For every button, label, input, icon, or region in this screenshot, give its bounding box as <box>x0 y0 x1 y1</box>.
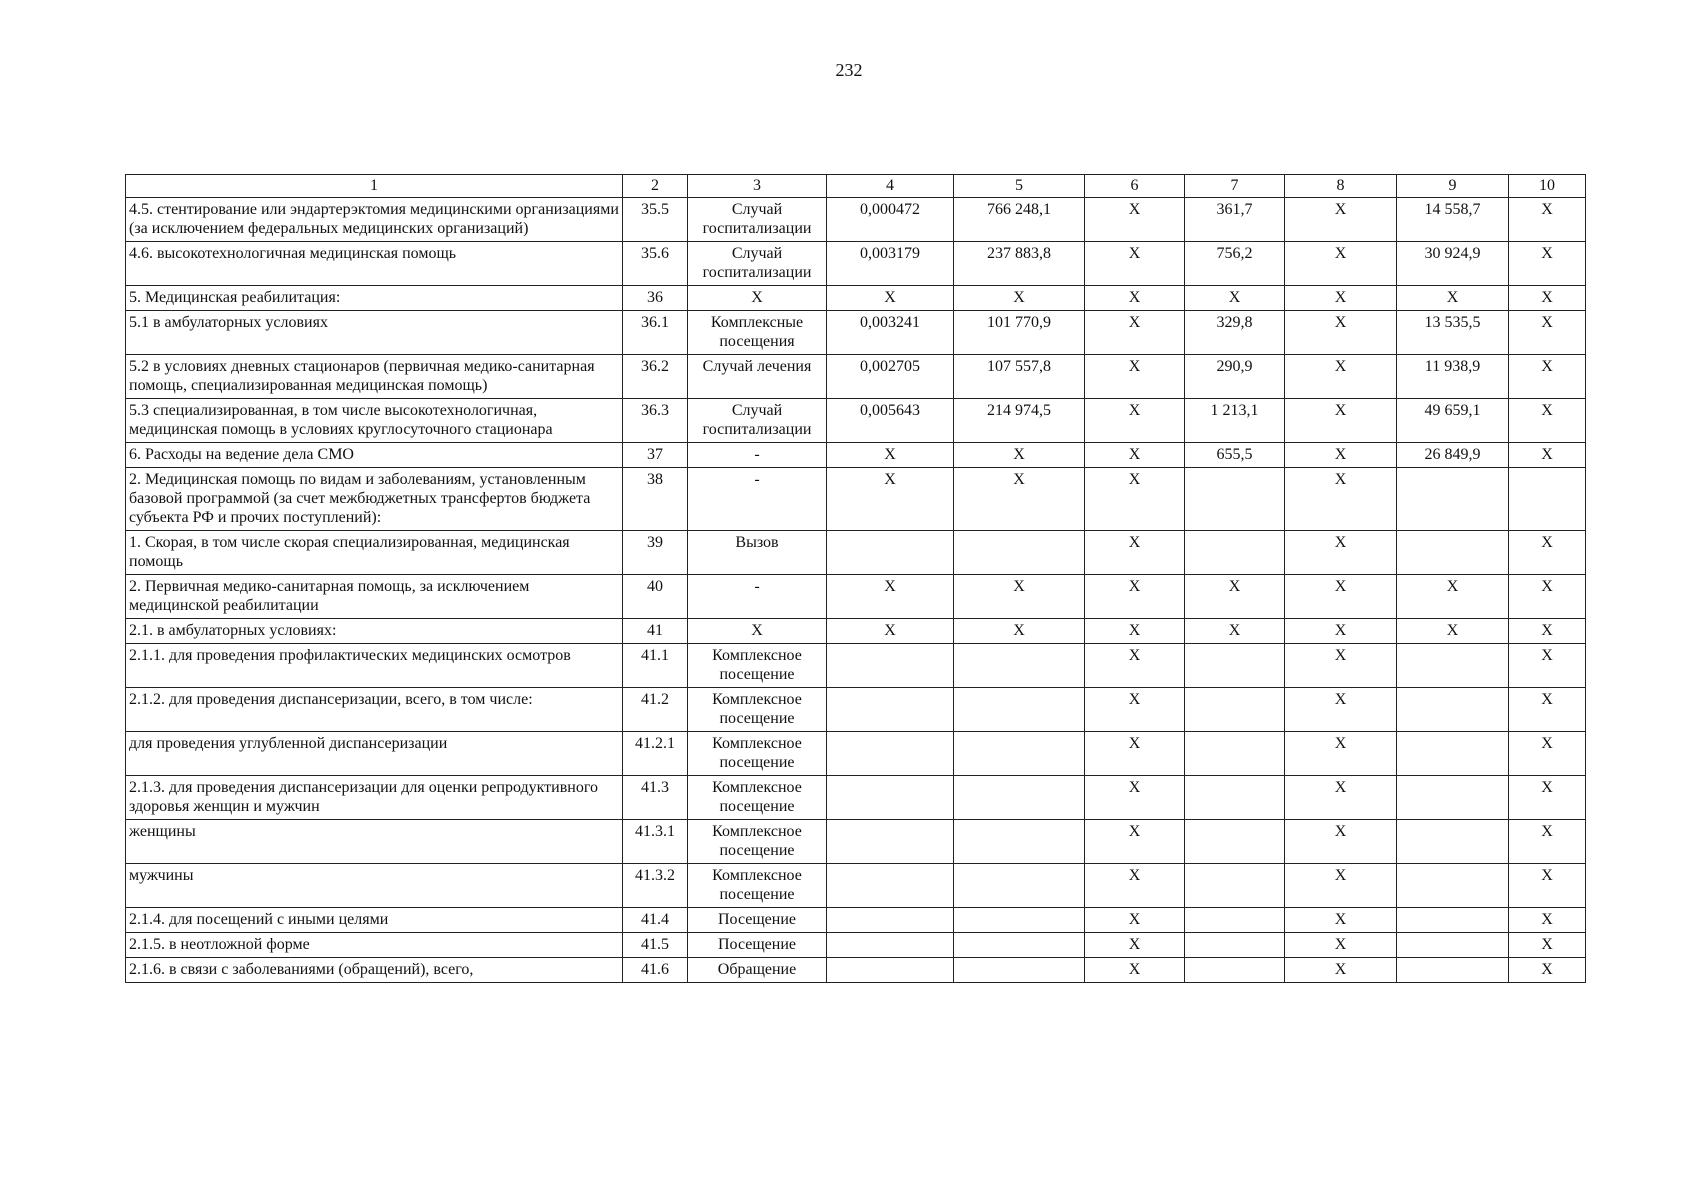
col8-cell: X <box>1285 575 1397 619</box>
code-cell: 37 <box>623 443 688 468</box>
col7-cell <box>1185 908 1285 933</box>
table-row <box>126 198 1586 242</box>
name-cell: 2.1.1. для проведения профилактических медицинских осмотров <box>126 644 623 688</box>
col9-cell <box>1397 688 1509 732</box>
cost-cell: X <box>954 619 1085 644</box>
unit-cell: Посещение <box>688 908 827 933</box>
header-cell: 3 <box>688 175 827 198</box>
table-row <box>126 443 1586 468</box>
name-cell: 2.1. в амбулаторных условиях: <box>126 619 623 644</box>
col8-cell: X <box>1285 311 1397 355</box>
volume-cell: 0,003179 <box>827 242 954 286</box>
col9-cell: 49 659,1 <box>1397 399 1509 443</box>
code-cell: 41.6 <box>623 958 688 983</box>
col10-cell: X <box>1509 355 1586 399</box>
unit-cell: - <box>688 443 827 468</box>
unit-cell: Случай лечения <box>688 355 827 399</box>
code-cell: 41.2.1 <box>623 732 688 776</box>
cost-cell: X <box>954 286 1085 311</box>
cost-cell <box>954 644 1085 688</box>
col8-cell: X <box>1285 286 1397 311</box>
unit-cell: Посещение <box>688 933 827 958</box>
col7-cell: 756,2 <box>1185 242 1285 286</box>
unit-cell: Комплексное посещение <box>688 644 827 688</box>
name-cell: 5.1 в амбулаторных условиях <box>126 311 623 355</box>
col9-cell <box>1397 958 1509 983</box>
unit-cell: Обращение <box>688 958 827 983</box>
col10-cell <box>1509 468 1586 531</box>
code-cell: 41.2 <box>623 688 688 732</box>
col7-cell <box>1185 864 1285 908</box>
table-row <box>126 732 1586 776</box>
col6-cell: X <box>1085 732 1185 776</box>
col6-cell: X <box>1085 864 1185 908</box>
table-row <box>126 644 1586 688</box>
col8-cell: X <box>1285 443 1397 468</box>
col10-cell: X <box>1509 575 1586 619</box>
table-row <box>126 355 1586 399</box>
header-cell: 2 <box>623 175 688 198</box>
col10-cell: X <box>1509 688 1586 732</box>
cost-cell <box>954 908 1085 933</box>
name-cell: 2.1.2. для проведения диспансеризации, всего, в том числе: <box>126 688 623 732</box>
name-cell: женщины <box>126 820 623 864</box>
header-cell: 8 <box>1285 175 1397 198</box>
col6-cell: X <box>1085 688 1185 732</box>
col8-cell: X <box>1285 776 1397 820</box>
cost-cell: X <box>954 575 1085 619</box>
volume-cell: 0,002705 <box>827 355 954 399</box>
cost-cell <box>954 531 1085 575</box>
cost-cell <box>954 864 1085 908</box>
col10-cell: X <box>1509 820 1586 864</box>
name-cell: 2. Медицинская помощь по видам и заболеваниям, установленным базовой программой (за счет межбюджетных трансфертов бюджета субъекта РФ и прочих поступлений): <box>126 468 623 531</box>
col6-cell: X <box>1085 575 1185 619</box>
col10-cell: X <box>1509 531 1586 575</box>
code-cell: 41 <box>623 619 688 644</box>
col7-cell <box>1185 776 1285 820</box>
table-row <box>126 468 1586 531</box>
cost-cell <box>954 820 1085 864</box>
col8-cell: X <box>1285 958 1397 983</box>
name-cell: 4.5. стентирование или эндартерэктомия медицинскими организациями (за исключением федеральных медицинских организаций) <box>126 198 623 242</box>
col6-cell: X <box>1085 198 1185 242</box>
name-cell: мужчины <box>126 864 623 908</box>
col10-cell: X <box>1509 908 1586 933</box>
volume-cell <box>827 908 954 933</box>
col7-cell: X <box>1185 575 1285 619</box>
col10-cell: X <box>1509 619 1586 644</box>
col8-cell: X <box>1285 933 1397 958</box>
cost-cell <box>954 688 1085 732</box>
col8-cell: X <box>1285 908 1397 933</box>
col7-cell: 655,5 <box>1185 443 1285 468</box>
code-cell: 41.3.1 <box>623 820 688 864</box>
col9-cell: X <box>1397 619 1509 644</box>
col6-cell: X <box>1085 286 1185 311</box>
volume-cell <box>827 531 954 575</box>
col10-cell: X <box>1509 776 1586 820</box>
cost-cell: 214 974,5 <box>954 399 1085 443</box>
col10-cell: X <box>1509 286 1586 311</box>
name-cell: 6. Расходы на ведение дела СМО <box>126 443 623 468</box>
cost-cell <box>954 732 1085 776</box>
col7-cell: 1 213,1 <box>1185 399 1285 443</box>
page-number: 232 <box>835 60 863 80</box>
unit-cell: Вызов <box>688 531 827 575</box>
col8-cell: X <box>1285 198 1397 242</box>
cost-cell: 107 557,8 <box>954 355 1085 399</box>
col8-cell: X <box>1285 355 1397 399</box>
code-cell: 35.6 <box>623 242 688 286</box>
col6-cell: X <box>1085 355 1185 399</box>
volume-cell <box>827 864 954 908</box>
code-cell: 41.4 <box>623 908 688 933</box>
name-cell: 2. Первичная медико-санитарная помощь, за исключением медицинской реабилитации <box>126 575 623 619</box>
table-row <box>126 286 1586 311</box>
cost-cell: 101 770,9 <box>954 311 1085 355</box>
code-cell: 40 <box>623 575 688 619</box>
volume-cell <box>827 732 954 776</box>
col10-cell: X <box>1509 198 1586 242</box>
code-cell: 41.3 <box>623 776 688 820</box>
col7-cell <box>1185 820 1285 864</box>
volume-cell <box>827 688 954 732</box>
col9-cell: X <box>1397 286 1509 311</box>
cost-cell: 237 883,8 <box>954 242 1085 286</box>
col8-cell: X <box>1285 399 1397 443</box>
table-row <box>126 820 1586 864</box>
unit-cell: X <box>688 619 827 644</box>
volume-cell <box>827 958 954 983</box>
header-cell: 4 <box>827 175 954 198</box>
col8-cell: X <box>1285 644 1397 688</box>
col7-cell <box>1185 958 1285 983</box>
col7-cell: X <box>1185 619 1285 644</box>
cost-cell: X <box>954 468 1085 531</box>
code-cell: 36.2 <box>623 355 688 399</box>
col10-cell: X <box>1509 443 1586 468</box>
col6-cell: X <box>1085 619 1185 644</box>
name-cell: 5.2 в условиях дневных стационаров (первичная медико-санитарная помощь, специализированная медицинская помощь) <box>126 355 623 399</box>
col10-cell: X <box>1509 933 1586 958</box>
name-cell: 2.1.5. в неотложной форме <box>126 933 623 958</box>
col9-cell: 30 924,9 <box>1397 242 1509 286</box>
code-cell: 35.5 <box>623 198 688 242</box>
col10-cell: X <box>1509 644 1586 688</box>
col6-cell: X <box>1085 908 1185 933</box>
table-row <box>126 242 1586 286</box>
volume-cell: X <box>827 286 954 311</box>
col10-cell: X <box>1509 732 1586 776</box>
col7-cell: 361,7 <box>1185 198 1285 242</box>
code-cell: 41.5 <box>623 933 688 958</box>
code-cell: 36 <box>623 286 688 311</box>
unit-cell: Комплексное посещение <box>688 776 827 820</box>
col10-cell: X <box>1509 311 1586 355</box>
col10-cell: X <box>1509 958 1586 983</box>
unit-cell: Случай госпитализации <box>688 242 827 286</box>
col8-cell: X <box>1285 820 1397 864</box>
col6-cell: X <box>1085 468 1185 531</box>
code-cell: 39 <box>623 531 688 575</box>
volume-cell <box>827 933 954 958</box>
col9-cell <box>1397 732 1509 776</box>
name-cell: для проведения углубленной диспансеризации <box>126 732 623 776</box>
volume-cell: X <box>827 619 954 644</box>
cost-cell <box>954 776 1085 820</box>
table-row <box>126 688 1586 732</box>
col7-cell <box>1185 468 1285 531</box>
table-row <box>126 933 1586 958</box>
unit-cell: Комплексные посещения <box>688 311 827 355</box>
col8-cell: X <box>1285 864 1397 908</box>
code-cell: 36.3 <box>623 399 688 443</box>
unit-cell: X <box>688 286 827 311</box>
col10-cell: X <box>1509 242 1586 286</box>
col6-cell: X <box>1085 958 1185 983</box>
volume-cell: X <box>827 575 954 619</box>
name-cell: 4.6. высокотехнологичная медицинская помощь <box>126 242 623 286</box>
col7-cell <box>1185 644 1285 688</box>
name-cell: 1. Скорая, в том числе скорая специализированная, медицинская помощь <box>126 531 623 575</box>
name-cell: 2.1.6. в связи с заболеваниями (обращений), всего, <box>126 958 623 983</box>
table-row <box>126 864 1586 908</box>
table-row <box>126 531 1586 575</box>
unit-cell: Комплексное посещение <box>688 732 827 776</box>
cost-cell: X <box>954 443 1085 468</box>
col6-cell: X <box>1085 311 1185 355</box>
table-row <box>126 311 1586 355</box>
col9-cell <box>1397 468 1509 531</box>
col8-cell: X <box>1285 468 1397 531</box>
col7-cell <box>1185 732 1285 776</box>
header-cell: 9 <box>1397 175 1509 198</box>
col9-cell <box>1397 776 1509 820</box>
unit-cell: Комплексное посещение <box>688 864 827 908</box>
col6-cell: X <box>1085 531 1185 575</box>
col9-cell <box>1397 644 1509 688</box>
volume-cell <box>827 776 954 820</box>
header-row <box>126 175 1586 198</box>
unit-cell: Комплексное посещение <box>688 688 827 732</box>
col7-cell: 329,8 <box>1185 311 1285 355</box>
col6-cell: X <box>1085 933 1185 958</box>
col6-cell: X <box>1085 776 1185 820</box>
code-cell: 38 <box>623 468 688 531</box>
volume-cell <box>827 820 954 864</box>
col10-cell: X <box>1509 399 1586 443</box>
unit-cell: Комплексное посещение <box>688 820 827 864</box>
col9-cell: X <box>1397 575 1509 619</box>
table-row <box>126 619 1586 644</box>
col7-cell: X <box>1185 286 1285 311</box>
header-cell: 7 <box>1185 175 1285 198</box>
col9-cell: 26 849,9 <box>1397 443 1509 468</box>
cost-cell <box>954 958 1085 983</box>
name-cell: 2.1.3. для проведения диспансеризации для оценки репродуктивного здоровья женщин и мужчин <box>126 776 623 820</box>
col9-cell <box>1397 864 1509 908</box>
col8-cell: X <box>1285 688 1397 732</box>
table-row <box>126 958 1586 983</box>
data-table <box>125 174 1586 983</box>
volume-cell: 0,005643 <box>827 399 954 443</box>
header-cell: 5 <box>954 175 1085 198</box>
code-cell: 36.1 <box>623 311 688 355</box>
unit-cell: - <box>688 575 827 619</box>
volume-cell: 0,003241 <box>827 311 954 355</box>
col6-cell: X <box>1085 820 1185 864</box>
name-cell: 2.1.4. для посещений с иными целями <box>126 908 623 933</box>
unit-cell: - <box>688 468 827 531</box>
col8-cell: X <box>1285 732 1397 776</box>
col7-cell <box>1185 688 1285 732</box>
col9-cell: 11 938,9 <box>1397 355 1509 399</box>
table-row <box>126 908 1586 933</box>
code-cell: 41.3.2 <box>623 864 688 908</box>
col6-cell: X <box>1085 242 1185 286</box>
col7-cell: 290,9 <box>1185 355 1285 399</box>
header-cell: 6 <box>1085 175 1185 198</box>
volume-cell: X <box>827 443 954 468</box>
volume-cell: X <box>827 468 954 531</box>
col6-cell: X <box>1085 443 1185 468</box>
unit-cell: Случай госпитализации <box>688 198 827 242</box>
col7-cell <box>1185 531 1285 575</box>
cost-cell <box>954 933 1085 958</box>
table-row <box>126 399 1586 443</box>
table-row <box>126 575 1586 619</box>
col8-cell: X <box>1285 619 1397 644</box>
code-cell: 41.1 <box>623 644 688 688</box>
name-cell: 5.3 специализированная, в том числе высокотехнологичная, медицинская помощь в условиях круглосуточного стационара <box>126 399 623 443</box>
col9-cell: 13 535,5 <box>1397 311 1509 355</box>
col9-cell: 14 558,7 <box>1397 198 1509 242</box>
volume-cell: 0,000472 <box>827 198 954 242</box>
volume-cell <box>827 644 954 688</box>
table-row <box>126 776 1586 820</box>
cost-cell: 766 248,1 <box>954 198 1085 242</box>
col7-cell <box>1185 933 1285 958</box>
col6-cell: X <box>1085 399 1185 443</box>
col10-cell: X <box>1509 864 1586 908</box>
name-cell: 5. Медицинская реабилитация: <box>126 286 623 311</box>
col9-cell <box>1397 933 1509 958</box>
col9-cell <box>1397 531 1509 575</box>
unit-cell: Случай госпитализации <box>688 399 827 443</box>
col8-cell: X <box>1285 242 1397 286</box>
col9-cell <box>1397 820 1509 864</box>
header-cell: 1 <box>126 175 623 198</box>
col8-cell: X <box>1285 531 1397 575</box>
header-cell: 10 <box>1509 175 1586 198</box>
col6-cell: X <box>1085 644 1185 688</box>
col9-cell <box>1397 908 1509 933</box>
